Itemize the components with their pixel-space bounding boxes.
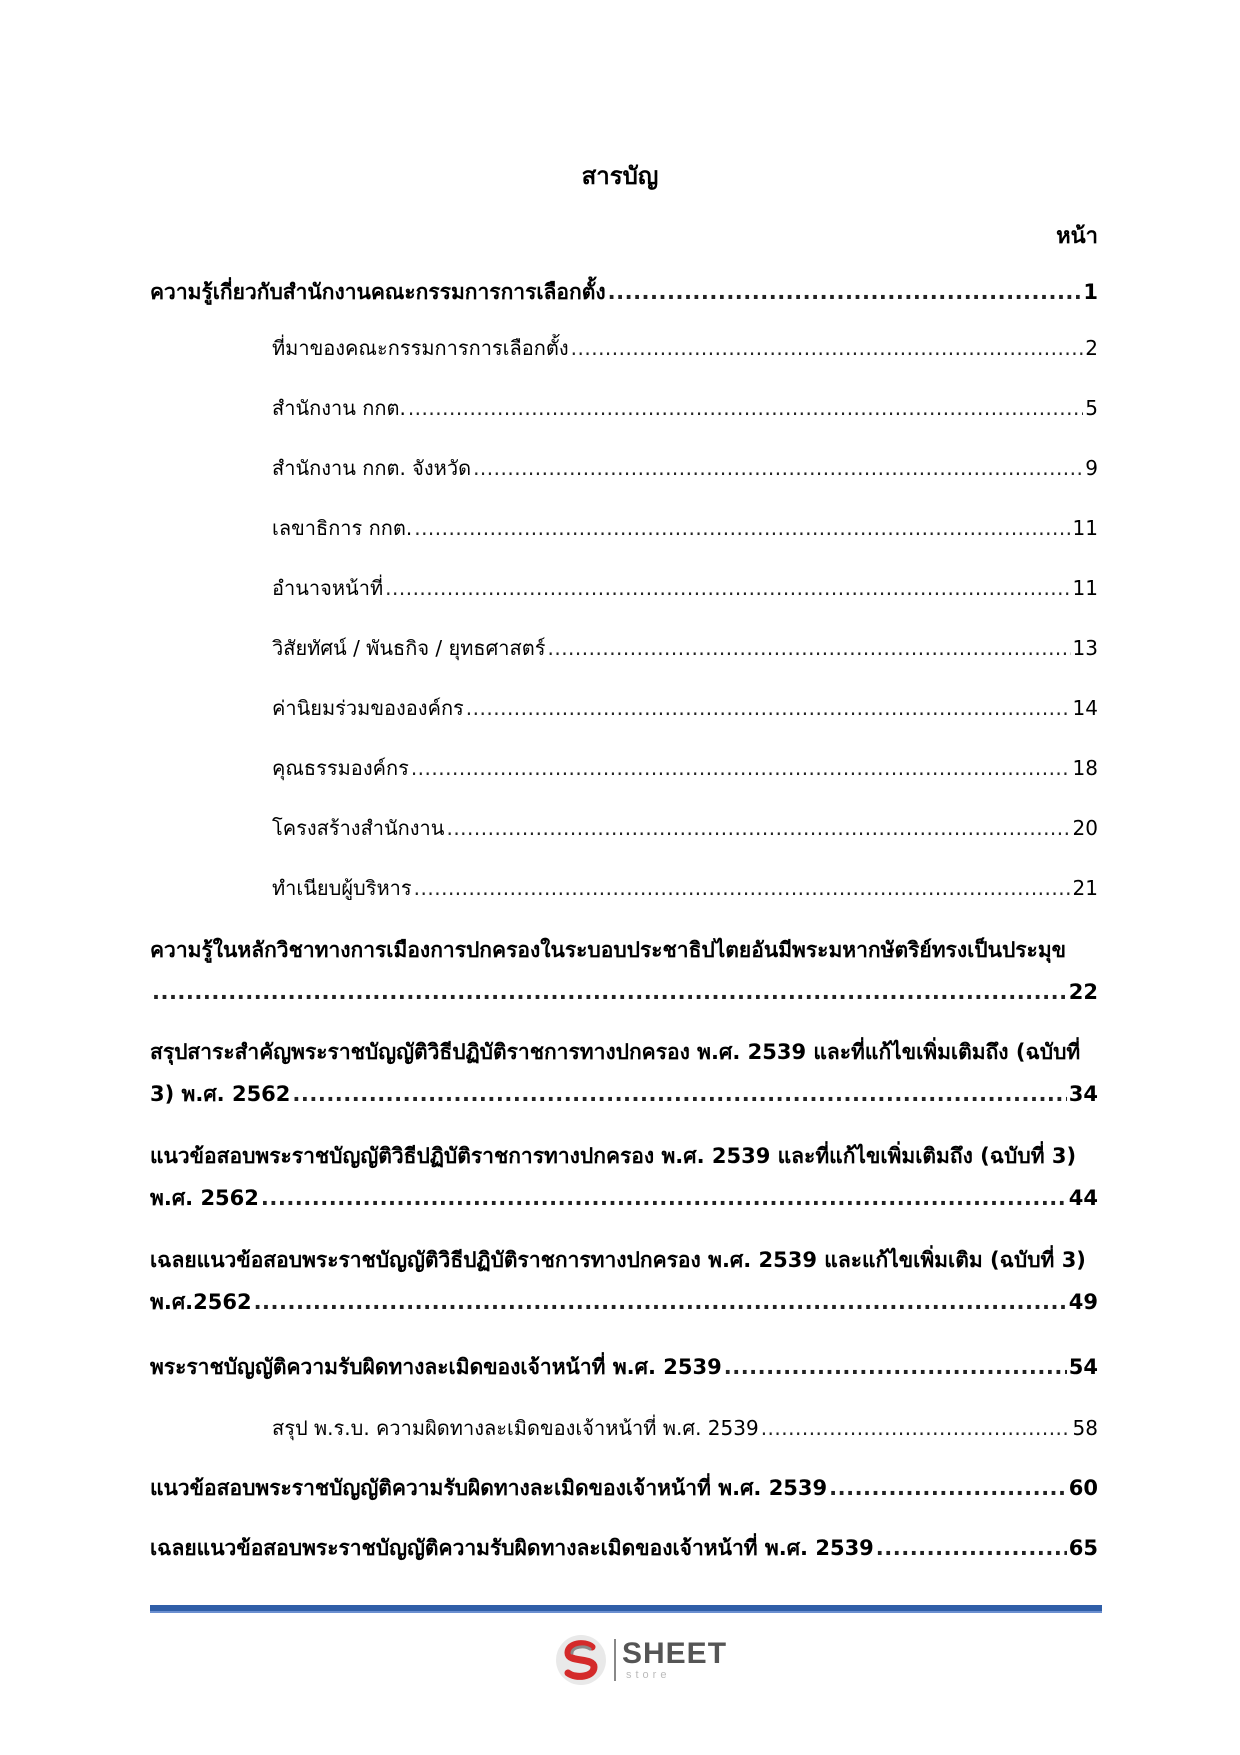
toc-entry-page: 11 [1072,576,1098,600]
toc-subentry[interactable] [272,393,1098,423]
toc-subentry[interactable] [272,633,1098,663]
logo-wordmark: SHEET [622,1637,728,1670]
toc-entry-text: คุณธรรมองค์กร [272,756,409,780]
leader-dots [261,1183,1067,1213]
toc-entry[interactable] [150,1352,1098,1382]
leader-dots [724,1352,1067,1382]
toc-entry-page: 1 [1083,280,1098,304]
leader-dots [446,813,1070,843]
toc-entry-page: 34 [1068,1082,1098,1106]
toc-entry-text: สรุป พ.ร.บ. ความผิดทางละเมิดของเจ้าหน้าที่ พ.ศ. 2539 [272,1416,759,1440]
toc-entry-text: ค่านิยมร่วมขององค์กร [272,696,464,720]
toc-subentry[interactable] [272,873,1098,903]
toc-entry-text: ความรู้ในหลักวิชาทางการเมืองการปกครองในระบอบประชาธิปไตยอันมีพระมหากษัตริย์ทรงเป็นประมุข [150,938,1067,962]
toc-entry-text: เลขาธิการ กกต. [272,516,413,540]
leader-dots [292,1079,1066,1109]
toc-entry[interactable] [150,1533,1098,1563]
toc-entry[interactable] [150,1037,1098,1109]
logo-subtext: store [626,1669,671,1681]
leader-dots [608,277,1082,307]
toc-entry[interactable] [150,1141,1098,1213]
toc-entry-page: 65 [1068,1536,1098,1560]
toc-entry-page: 58 [1072,1416,1098,1440]
toc-entry-text: ทำเนียบผู้บริหาร [272,876,412,900]
toc-entry-text: ความรู้เกี่ยวกับสำนักงานคณะกรรมการการเลือกตั้ง [150,280,606,304]
sheet-store-logo [554,1633,728,1687]
toc-entry-page: 14 [1072,696,1098,720]
logo-divider [614,1639,616,1681]
leader-dots [466,693,1071,723]
leader-dots [876,1533,1067,1563]
toc-entry-text: สำนักงาน กกต. จังหวัด [272,456,472,480]
toc-subentry[interactable] [272,573,1098,603]
toc-entry-text: พระราชบัญญัติความรับผิดทางละเมิดของเจ้าหน้าที่ พ.ศ. 2539 [150,1355,722,1379]
toc-entry-text: โครงสร้างสำนักงาน [272,816,445,840]
toc-entry-text: เฉลยแนวข้อสอบพระราชบัญญัติความรับผิดทางละเมิดของเจ้าหน้าที่ พ.ศ. 2539 [150,1536,874,1560]
toc-entry[interactable] [150,277,1098,307]
toc-entry-page: 22 [1068,980,1098,1004]
logo-s-icon [554,1633,608,1687]
toc-entry-page: 21 [1072,876,1098,900]
toc-entry-page: 13 [1072,636,1098,660]
leader-dots [414,513,1070,543]
toc-entry-text-cont: 3) พ.ศ. 2562 [150,1082,291,1106]
page-column-label: หน้า [1056,224,1098,249]
toc-entry-text-cont: พ.ศ.2562 [150,1290,252,1314]
toc-entry-text: เฉลยแนวข้อสอบพระราชบัญญัติวิธีปฏิบัติราชการทางปกครอง พ.ศ. 2539 และแก้ไขเพิ่มเติม (ฉบับที่ 3) [150,1248,1086,1272]
toc-subentry[interactable] [272,753,1098,783]
toc-entry-text: ที่มาของคณะกรรมการการเลือกตั้ง [272,336,569,360]
toc-entry-text: สรุปสาระสำคัญพระราชบัญญัติวิธีปฏิบัติราชการทางปกครอง พ.ศ. 2539 และที่แก้ไขเพิ่มเติมถึง (ฉบับที่ [150,1040,1081,1064]
footer-rule [150,1605,1102,1613]
leader-dots [254,1287,1067,1317]
toc-subentry[interactable] [272,813,1098,843]
toc-entry-page: 9 [1085,456,1098,480]
toc-entry[interactable] [150,1245,1098,1317]
toc-entry[interactable] [150,935,1098,1007]
toc-entry-page: 49 [1068,1290,1098,1314]
leader-dots [152,977,1067,1007]
toc-entry-text-cont: พ.ศ. 2562 [150,1186,259,1210]
toc-entry-page: 11 [1072,516,1098,540]
toc-entry-text: สำนักงาน กกต. [272,396,406,420]
toc-entry[interactable] [150,1473,1098,1503]
leader-dots [411,753,1071,783]
toc-subentry[interactable] [272,693,1098,723]
toc-entry-page: 44 [1068,1186,1098,1210]
toc-entry-page: 20 [1072,816,1098,840]
toc-entry-text: แนวข้อสอบพระราชบัญญัติความรับผิดทางละเมิดของเจ้าหน้าที่ พ.ศ. 2539 [150,1476,828,1500]
toc-entry-text: แนวข้อสอบพระราชบัญญัติวิธีปฏิบัติราชการทางปกครอง พ.ศ. 2539 และที่แก้ไขเพิ่มเติมถึง (ฉบับที่ 3) [150,1144,1077,1168]
toc-entry-page: 2 [1085,336,1098,360]
leader-dots [829,1473,1067,1503]
toc-entry-page: 54 [1068,1355,1098,1379]
toc-subentry[interactable] [272,513,1098,543]
toc-entry-page: 5 [1085,396,1098,420]
toc-subentry[interactable] [272,333,1098,363]
toc-entry-page: 60 [1068,1476,1098,1500]
toc-entry-text: อำนาจหน้าที่ [272,576,384,600]
leader-dots [547,633,1070,663]
leader-dots [473,453,1083,483]
toc-subentry[interactable] [272,453,1098,483]
toc-entry-page: 18 [1072,756,1098,780]
leader-dots [571,333,1084,363]
toc-subentry[interactable] [272,1413,1098,1443]
page-title: สารบัญ [581,162,659,190]
leader-dots [414,873,1071,903]
leader-dots [408,393,1083,423]
toc-entry-text: วิสัยทัศน์ / พันธกิจ / ยุทธศาสตร์ [272,636,546,660]
leader-dots [761,1413,1071,1443]
leader-dots [385,573,1070,603]
